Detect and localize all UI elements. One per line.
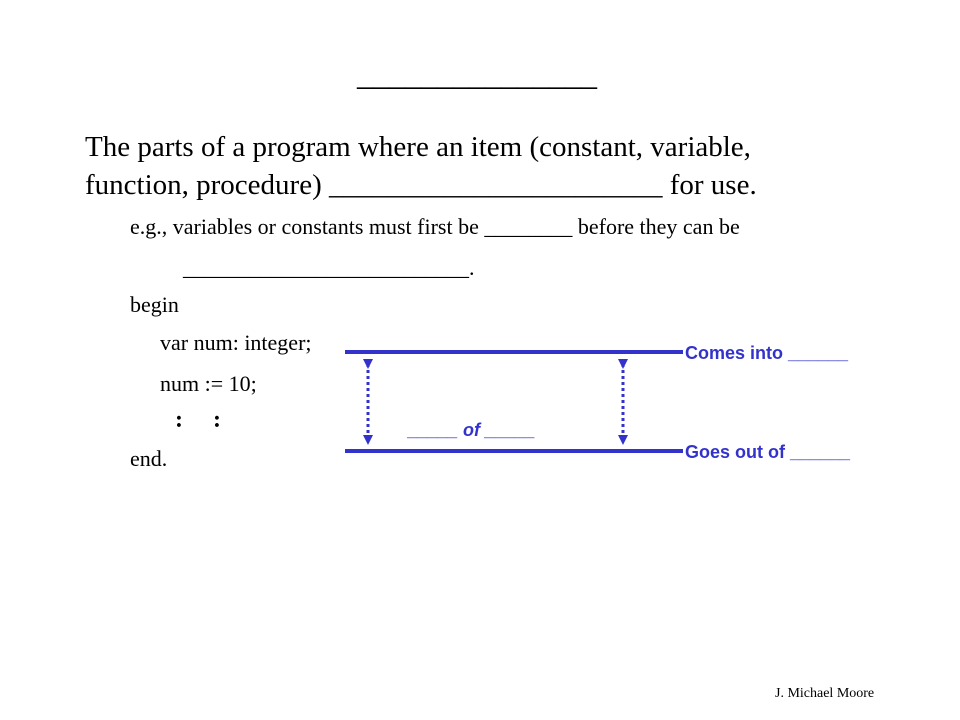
slide-title-blank: _______________ — [357, 56, 597, 92]
code-end: end. — [130, 446, 168, 471]
code-assignment: num := 10; — [160, 371, 257, 396]
comes-into-label: Comes into ______ — [685, 343, 849, 363]
goes-out-of-label: Goes out of ______ — [685, 442, 851, 462]
example-line-1: e.g., variables or constants must first be ________ before they can be — [130, 214, 740, 239]
scope-middle-label: _____ of _____ — [408, 420, 536, 440]
definition-line-2: function, procedure) _______________________ for use. — [85, 169, 757, 201]
code-ellipsis: : : — [175, 407, 221, 433]
code-declaration: var num: integer; — [160, 330, 312, 355]
definition-text — [85, 128, 757, 204]
definition-line-1: The parts of a program where an item (constant, variable, — [85, 131, 751, 163]
author-footer: J. Michael Moore — [775, 686, 875, 701]
code-begin: begin — [130, 292, 179, 317]
example-line-2: __________________________. — [183, 255, 475, 280]
